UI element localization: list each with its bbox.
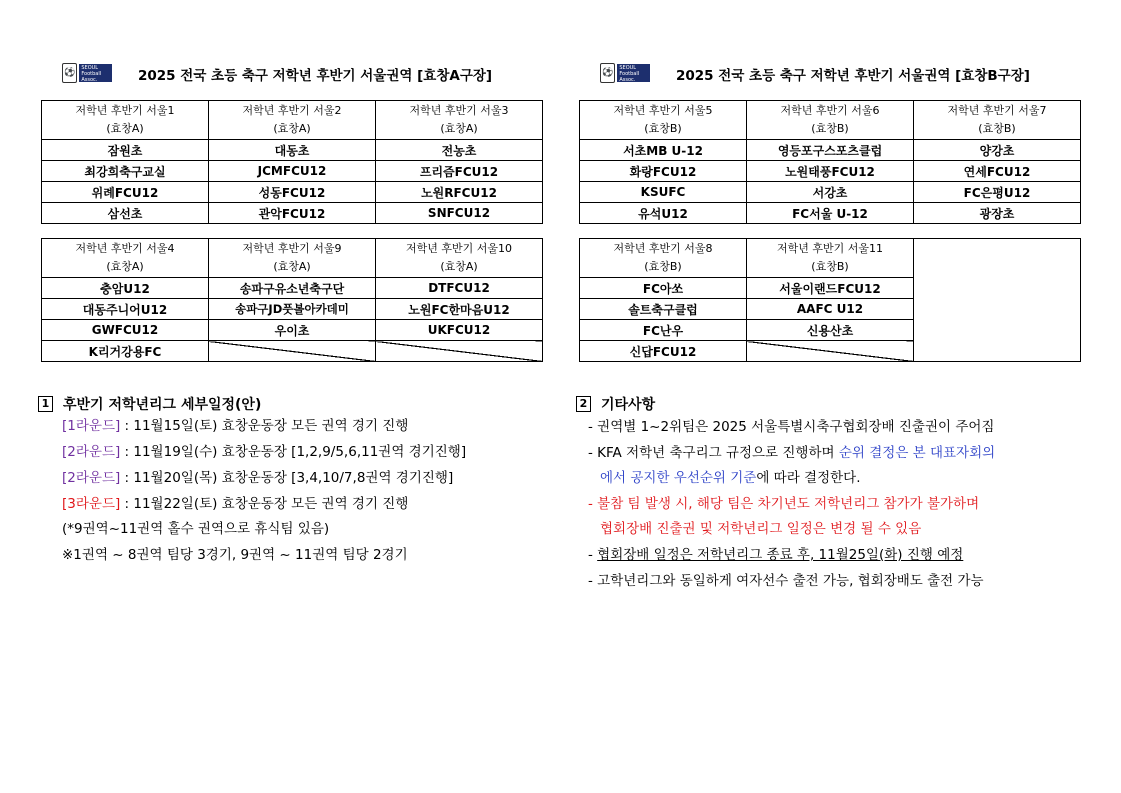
team-cell: 노원태풍FCU12 xyxy=(747,161,914,182)
team-cell: JCMFCU12 xyxy=(209,161,376,182)
section-number: 1 xyxy=(38,396,53,412)
group-header-seoul5 xyxy=(580,101,747,140)
team-cell: K리거강용FC xyxy=(42,341,209,362)
team-cell: 삼선초 xyxy=(42,203,209,224)
right-table-1 xyxy=(579,100,1081,224)
left-table-1 xyxy=(41,100,543,224)
schedule-section-title xyxy=(38,394,261,414)
group-name: 저학년 후반기 서울4 xyxy=(75,242,175,255)
seal-icon: ⚽ xyxy=(600,63,615,83)
right-title: 2025 전국 초등 축구 저학년 후반기 서울권역 [효창B구장] xyxy=(676,68,1030,84)
team-cell: 전농초 xyxy=(376,140,543,161)
group-header-seoul9 xyxy=(209,239,376,278)
team-cell: 충암U12 xyxy=(42,278,209,299)
group-name: 저학년 후반기 서울3 xyxy=(409,104,509,117)
group-name: 저학년 후반기 서울9 xyxy=(242,242,342,255)
group-venue: (효창B) xyxy=(811,122,849,135)
note-text: 에 따라 결정한다. xyxy=(756,470,861,486)
team-cell: DTFCU12 xyxy=(376,278,543,299)
group-venue: (효창A) xyxy=(106,122,144,135)
group-header-seoul3 xyxy=(376,101,543,140)
right-table-2 xyxy=(579,238,1081,362)
group-header-seoul7 xyxy=(914,101,1081,140)
team-cell: GWFCU12 xyxy=(42,320,209,341)
group-name: 저학년 후반기 서울10 xyxy=(406,242,512,255)
group-header-seoul2 xyxy=(209,101,376,140)
team-cell: 영등포구스포츠클럽 xyxy=(747,140,914,161)
group-header-seoul8 xyxy=(580,239,747,278)
note-item: - 고학년리그와 동일하게 여자선수 출전 가능, 협회장배도 출전 가능 xyxy=(588,573,984,589)
team-cell: UKFCU12 xyxy=(376,320,543,341)
team-cell: 성동FCU12 xyxy=(209,182,376,203)
team-cell: 신답FCU12 xyxy=(580,341,747,362)
note-item xyxy=(588,444,995,462)
team-cell: 송파구유소년축구단 xyxy=(209,278,376,299)
logo-badge: SEOUL Football Assoc. xyxy=(79,64,112,82)
note-item: - 불참 팀 발생 시, 해당 팀은 차기년도 저학년리그 참가가 불가하며 xyxy=(588,496,980,512)
group-name: 저학년 후반기 서울5 xyxy=(613,104,713,117)
group-venue: (효창B) xyxy=(811,260,849,273)
section-number: 2 xyxy=(576,396,591,412)
team-cell: FC아쏘 xyxy=(580,278,747,299)
group-name: 저학년 후반기 서울6 xyxy=(780,104,880,117)
team-cell: 노원FC한마음U12 xyxy=(376,299,543,320)
round-line xyxy=(62,417,408,435)
other-title: 기타사항 xyxy=(601,397,656,413)
group-header-seoul10 xyxy=(376,239,543,278)
team-cell: 서초MB U-12 xyxy=(580,140,747,161)
group-header-seoul11 xyxy=(747,239,914,278)
schedule-title: 후반기 저학년리그 세부일정(안) xyxy=(63,397,262,413)
team-cell: 양강초 xyxy=(914,140,1081,161)
group-venue: (효창B) xyxy=(978,122,1016,135)
team-cell: 노원RFCU12 xyxy=(376,182,543,203)
empty-slot-cell xyxy=(747,341,914,362)
team-cell: FC서울 U-12 xyxy=(747,203,914,224)
note-highlight: 순위 결정은 본 대표자회의 xyxy=(838,445,996,461)
team-cell: 유석U12 xyxy=(580,203,747,224)
note-highlight: 에서 공지한 우선순위 기준 xyxy=(600,470,757,486)
group-name: 저학년 후반기 서울7 xyxy=(947,104,1047,117)
round-text: : 11월20일(목) 효창운동장 [3,4,10/7,8권역 경기진행] xyxy=(120,470,454,486)
group-header-seoul4 xyxy=(42,239,209,278)
other-section-title xyxy=(576,394,655,414)
team-cell: 신용산초 xyxy=(747,320,914,341)
team-cell: AAFC U12 xyxy=(747,299,914,320)
team-cell: 관악FCU12 xyxy=(209,203,376,224)
team-cell: 프리즘FCU12 xyxy=(376,161,543,182)
note-item: 협회장배 진출권 및 저학년리그 일정은 변경 될 수 있음 xyxy=(600,521,922,537)
team-cell: 잠원초 xyxy=(42,140,209,161)
group-header-seoul1 xyxy=(42,101,209,140)
team-cell: 연세FCU12 xyxy=(914,161,1081,182)
group-venue: (효창B) xyxy=(644,122,682,135)
empty-slot-cell xyxy=(209,341,376,362)
group-venue: (효창A) xyxy=(273,122,311,135)
group-venue: (효창A) xyxy=(440,260,478,273)
round-line xyxy=(62,495,408,513)
round-line xyxy=(62,469,453,487)
schedule-note: (*9권역~11권역 홀수 권역으로 휴식팀 있음) xyxy=(62,521,330,537)
team-cell: 우이초 xyxy=(209,320,376,341)
team-cell: 대동주니어U12 xyxy=(42,299,209,320)
note-underlined: 협회장배 일정은 저학년리그 종료 후, 11월25일(화) 진행 예정 xyxy=(597,547,964,563)
group-venue: (효창A) xyxy=(440,122,478,135)
team-cell: 최강희축구교실 xyxy=(42,161,209,182)
group-name: 저학년 후반기 서울1 xyxy=(75,104,175,117)
seal-icon: ⚽ xyxy=(62,63,77,83)
note-dash: - xyxy=(588,547,598,563)
note-text: - KFA 저학년 축구리그 규정으로 진행하며 xyxy=(588,445,839,461)
empty-column xyxy=(914,239,1081,362)
left-table-2 xyxy=(41,238,543,362)
team-cell: FC난우 xyxy=(580,320,747,341)
round-text: : 11월22일(토) 효창운동장 모든 권역 경기 진행 xyxy=(120,496,409,512)
group-venue: (효창B) xyxy=(644,260,682,273)
team-cell: 광장초 xyxy=(914,203,1081,224)
team-cell: 서울이랜드FCU12 xyxy=(747,278,914,299)
left-title: 2025 전국 초등 축구 저학년 후반기 서울권역 [효창A구장] xyxy=(138,68,493,84)
schedule-note: ※1권역 ~ 8권역 팀당 3경기, 9권역 ~ 11권역 팀당 2경기 xyxy=(62,547,408,563)
team-cell: 서강초 xyxy=(747,182,914,203)
round-label: [3라운드] xyxy=(62,496,121,512)
group-name: 저학년 후반기 서울2 xyxy=(242,104,342,117)
group-name: 저학년 후반기 서울11 xyxy=(777,242,883,255)
team-cell: 위례FCU12 xyxy=(42,182,209,203)
seoul-fa-logo xyxy=(62,62,112,84)
group-header-seoul6 xyxy=(747,101,914,140)
round-text: : 11월19일(수) 효창운동장 [1,2,9/5,6,11권역 경기진행] xyxy=(120,444,467,460)
team-cell: KSUFC xyxy=(580,182,747,203)
note-item xyxy=(600,469,861,487)
round-label: [2라운드] xyxy=(62,444,121,460)
group-venue: (효창A) xyxy=(273,260,311,273)
note-item xyxy=(588,546,963,564)
group-name: 저학년 후반기 서울8 xyxy=(613,242,713,255)
round-label: [2라운드] xyxy=(62,470,121,486)
round-line xyxy=(62,443,466,461)
round-text: : 11월15일(토) 효창운동장 모든 권역 경기 진행 xyxy=(120,418,409,434)
group-venue: (효창A) xyxy=(106,260,144,273)
empty-slot-cell xyxy=(376,341,543,362)
team-cell: 솔트축구클럽 xyxy=(580,299,747,320)
team-cell: 대동초 xyxy=(209,140,376,161)
seoul-fa-logo xyxy=(600,62,650,84)
logo-badge: SEOUL Football Assoc. xyxy=(617,64,650,82)
team-cell: 화랑FCU12 xyxy=(580,161,747,182)
note-item: - 권역별 1~2위팀은 2025 서울특별시축구협회장배 진출권이 주어짐 xyxy=(588,419,995,435)
round-label: [1라운드] xyxy=(62,418,121,434)
team-cell: FC은평U12 xyxy=(914,182,1081,203)
team-cell: 송파구JD풋볼아카데미 xyxy=(209,299,376,320)
team-cell: SNFCU12 xyxy=(376,203,543,224)
